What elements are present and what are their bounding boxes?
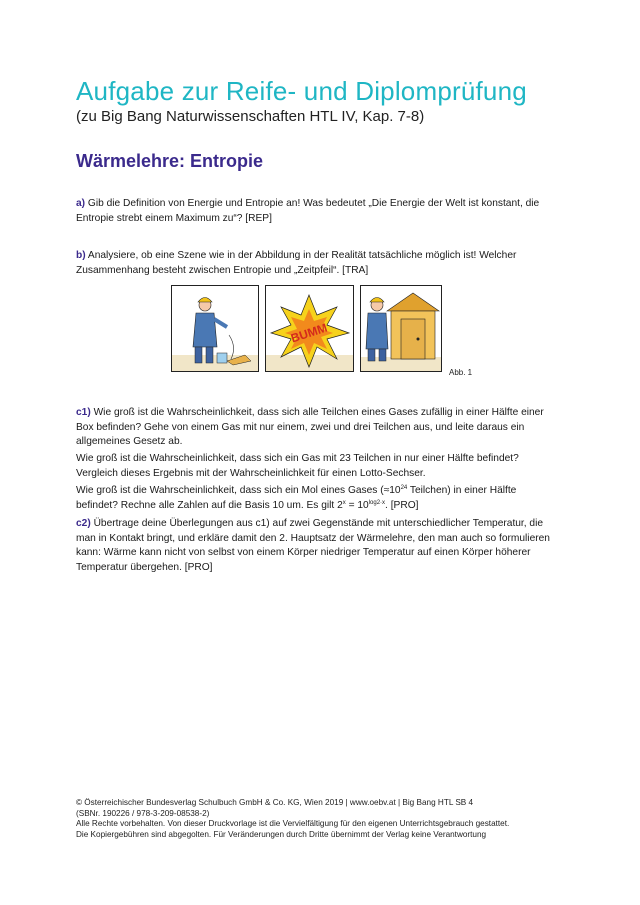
task-c2-text: Übertrage deine Überlegungen aus c1) auf zwei Gegenstände mit unterschiedlicher Temperatur, die man in Kontakt bringt, und erkläre damit den 2. Hauptsatz der Wärmelehre, den man auch so formulieren kann: Wärme kann nicht von selbst von einem Körper niedriger Temperatur auf einen Körper höherer Temperatur übergehen. [PRO] — [76, 518, 550, 573]
footer-disclaimer: Die Kopiergebühren sind abgegolten. Für Veränderungen durch Dritte übernimmt der Verlag keine Verantwortung — [76, 829, 487, 839]
task-b — [76, 249, 556, 278]
task-c2 — [76, 517, 556, 575]
text-segment: . [PRO] — [385, 499, 419, 511]
page-title: Aufgabe zur Reife- und Diplomprüfung — [76, 76, 527, 106]
comic-illustration — [171, 285, 442, 372]
bang-text: BUMM — [289, 320, 329, 346]
task-a-text: Gib die Definition von Energie und Entropie an! Was bedeutet „Die Energie der Welt ist konstant, die Entropie strebt einem Maximum zu“? [REP] — [76, 198, 540, 224]
page-subtitle: (zu Big Bang Naturwissenschaften HTL IV, Kap. 7-8) — [76, 108, 425, 125]
section-title: Wärmelehre: Entropie — [76, 151, 264, 171]
task-c1-text: Wie groß ist die Wahrscheinlichkeit, dass sich alle Teilchen eines Gases zufällig in einer Hälfte einer Box befinden? Gehe von einem Gas mit nur einem, zwei und drei Teilchen aus, und leite daraus ein allgemeines Gesetz ab. — [76, 407, 544, 447]
task-b-text: Analysiere, ob eine Szene wie in der Abbildung in der Realität tatsächliche möglich ist! Welcher Zusammenhang besteht zwischen Entropie und „Zeitpfeil“. [TRA] — [76, 250, 517, 276]
text-segment: Teilchen) in einer Hälfte befindet? Rechne alle Zahlen auf die Basis 10 um. Es gilt 2 — [76, 485, 517, 511]
comic-panel-3 — [361, 286, 442, 372]
text-segment: Wie groß ist die Wahrscheinlichkeit, dass sich ein Mol eines Gases (≈10 — [76, 485, 401, 496]
comic-panel-1 — [172, 286, 259, 372]
footer-copyright: © Österreichischer Bundesverlag Schulbuch GmbH & Co. KG, Wien 2019 | www.oebv.at | Big Bang HTL SB 4 — [76, 798, 474, 807]
exponent: log2·x — [368, 499, 386, 506]
footer-rights: Alle Rechte vorbehalten. Von dieser Druckvorlage ist die Vervielfältigung für den eigenen Unterrichtsgebrauch gestattet. — [76, 819, 510, 829]
task-c1-paragraph-2: Wie groß ist die Wahrscheinlichkeit, dass sich ein Gas mit 23 Teilchen in nur einer Hälfte befindet? Vergleich dieses Ergebnis mit der Wahrscheinlichkeit für einen Lotto-Sechser. — [76, 453, 519, 479]
comic-panel-2 — [266, 286, 354, 372]
exponent: 24 — [400, 485, 408, 491]
text-segment: = 10 — [345, 499, 369, 511]
task-b-label: b) — [76, 250, 86, 261]
task-c2-label: c2) — [76, 518, 91, 529]
task-a — [76, 197, 556, 226]
footer — [76, 798, 509, 840]
figure-caption: Abb. 1 — [449, 368, 473, 377]
task-a-label: a) — [76, 198, 86, 209]
task-c1-paragraph-3 — [76, 484, 556, 513]
exponent: x — [342, 499, 346, 506]
task-c1-label: c1) — [76, 407, 91, 418]
footer-isbn: (SBNr. 190226 / 978-3-209-08538-2) — [76, 808, 210, 818]
task-c1 — [76, 406, 556, 450]
